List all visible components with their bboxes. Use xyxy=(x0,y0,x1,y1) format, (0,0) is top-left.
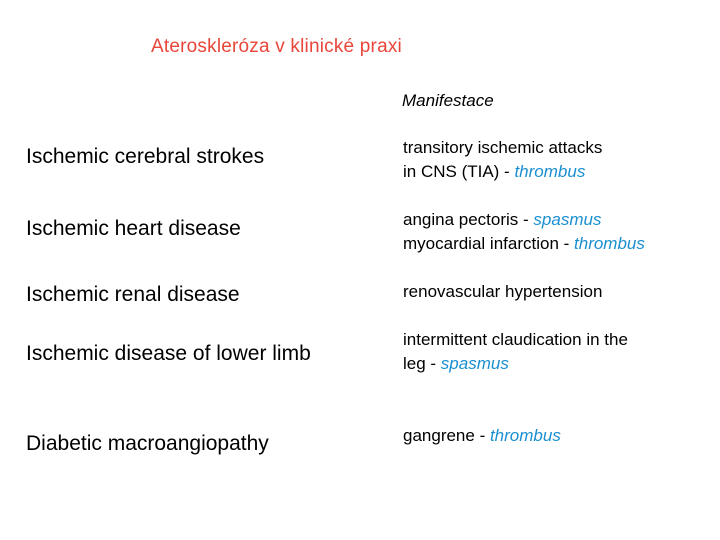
manifestation-line: gangrene - thrombus xyxy=(403,426,561,445)
highlight-term: thrombus xyxy=(514,162,586,181)
manifestation-line: transitory ischemic attacks xyxy=(403,138,603,157)
condition-label: Diabetic macroangiopathy xyxy=(26,432,269,455)
condition-label: Ischemic cerebral strokes xyxy=(26,145,265,168)
manifestation-line: leg - spasmus xyxy=(403,354,509,373)
highlight-term: thrombus xyxy=(574,234,645,253)
condition-label: Ischemic disease of lower limb xyxy=(26,342,311,365)
manifestation-line: angina pectoris - spasmus xyxy=(403,210,602,229)
page-title: Ateroskleróza v klinické praxi xyxy=(151,36,402,57)
manifestation-text xyxy=(403,328,628,376)
highlight-term: thrombus xyxy=(489,426,561,445)
manifestation-text xyxy=(403,280,602,304)
condition-label: Ischemic renal disease xyxy=(26,283,240,306)
condition-label: Ischemic heart disease xyxy=(26,217,241,240)
column-header: Manifestace xyxy=(402,91,494,110)
manifestation-text xyxy=(403,208,645,256)
manifestation-text xyxy=(403,424,561,448)
manifestation-line: myocardial infarction - thrombus xyxy=(403,234,645,253)
manifestation-line: in CNS (TIA) - thrombus xyxy=(403,162,586,181)
highlight-term: spasmus xyxy=(440,354,509,373)
manifestation-text xyxy=(403,136,602,184)
manifestation-line: intermittent claudication in the xyxy=(403,330,628,349)
manifestation-line: renovascular hypertension xyxy=(403,282,603,301)
highlight-term: spasmus xyxy=(533,210,602,229)
